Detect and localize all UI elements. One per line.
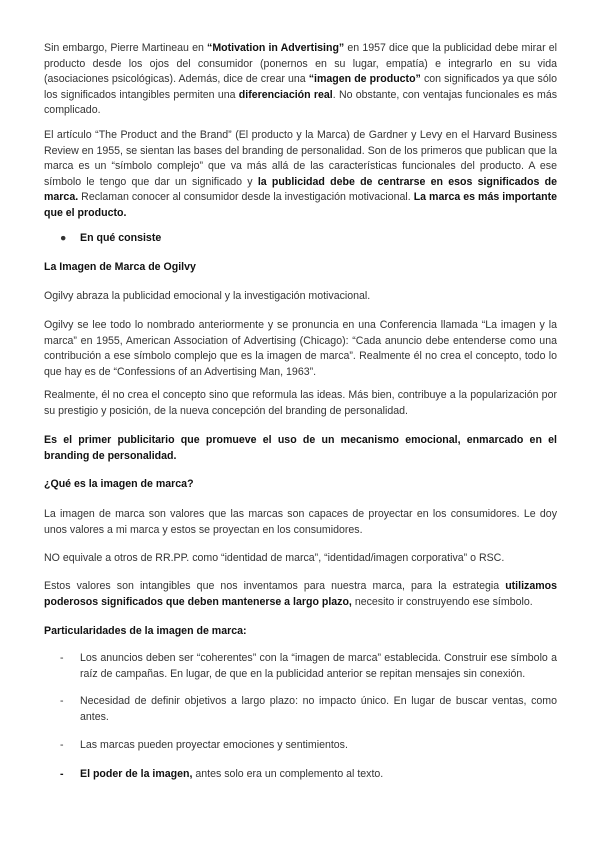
text-span: antes solo era un complemento al texto. [192, 768, 384, 780]
dash-icon: - [60, 695, 64, 707]
list-item-text: Los anuncios deben ser “coherentes” con la “imagen de marca” establecida. Construir ese símbolo a raíz de campañas. En lugar, de que en la publicidad anterior se repitan mensajes sin conexión. [80, 652, 557, 680]
text-span: El artículo “The Product and the Brand” (El producto y la Marca) de Gardner y Levy en el Harvard Business Review en 1955, se sientan las bases del branding de personalidad. Son de los primeros que publican que la marca es un “símbolo complejo” que va más allá de las características funcionales del producto. A ese símbolo le tengo que dar un significado y [44, 129, 557, 188]
text-span: Reclaman conocer al consumidor desde la investigación motivacional. [78, 191, 414, 203]
bullet-text: En qué consiste [80, 232, 162, 244]
dash-icon: - [60, 652, 64, 664]
paragraph-gardner-levy [44, 128, 557, 221]
list-item-text: Necesidad de definir objetivos a largo plazo: no impacto único. En lugar de buscar ventas, como antes. [80, 695, 557, 723]
bold-span: utilizamos poderosos significados que deben mantenerse a largo plazo, [44, 580, 557, 608]
bold-span: diferenciación real [238, 88, 333, 101]
list-item [60, 738, 557, 754]
text-span: en 1957 dice que la publicidad debe mirar el producto desde los ojos del consumidor (ponernos en su lugar, empatía) e integrarlo en su vida (asociaciones psicológicas). Además, dice de crear una [44, 42, 558, 85]
bold-span: “imagen de producto” [308, 73, 421, 85]
text-span: necesito ir construyendo ese símbolo. [351, 595, 533, 608]
paragraph-definicion-imagen: La imagen de marca son valores que las marcas son capaces de proyectar en los consumidores. Le doy unos valores a mi marca y estos se proyectan en los consumidores. [44, 508, 557, 536]
list-item [60, 651, 557, 682]
bullet-dot-icon: ● [60, 232, 67, 244]
list-item [60, 767, 557, 783]
text-span: Sin embargo, Pierre Martineau en [44, 42, 208, 54]
paragraph-ogilvy-conferencia: Ogilvy se lee todo lo nombrado anteriormente y se pronuncia en una Conferencia llamada “La imagen y la marca” en 1955, American Association of Advertising (Chicago): “Cada anuncio debe entenderse como una contribución a ese símbolo complejo que es la imagen de marca”. Realmente él no crea el concepto, todo lo que hay es de “Confessions of an Advertising Man, 1963”. [44, 319, 557, 378]
text-span: con significados ya que sólo los significados intangibles permiten una [44, 73, 557, 101]
heading-que-es-imagen: ¿Qué es la imagen de marca? [44, 478, 194, 490]
heading-particularidades: Particularidades de la imagen de marca: [44, 625, 247, 637]
heading-ogilvy: La Imagen de Marca de Ogilvy [44, 261, 196, 273]
dash-icon: - [60, 739, 64, 751]
bold-span: “Motivation in Advertising” [207, 42, 345, 54]
dash-icon: - [60, 768, 64, 780]
bold-span: la publicidad debe de centrarse en esos significados de marca. [44, 175, 557, 203]
paragraph-valores-intangibles [44, 579, 557, 610]
text-span: Estos valores son intangibles que nos inventamos para nuestra marca, para la estrategia [44, 580, 506, 592]
paragraph-ogilvy-emocional: Ogilvy abraza la publicidad emocional y la investigación motivacional. [44, 290, 371, 302]
paragraph-no-equivale: NO equivale a otros de RR.PP. como “identidad de marca”, “identidad/imagen corporativa” o RSC. [44, 552, 505, 564]
bold-span: El poder de la imagen, [80, 768, 193, 780]
list-item [60, 694, 557, 725]
paragraph-reformula: Realmente, él no crea el concepto sino que reformula las ideas. Más bien, contribuye a la popularización por su prestigio y posición, de la nueva concepción del branding de personalidad. [44, 389, 557, 417]
paragraph-primer-publicitario: Es el primer publicitario que promueve el uso de un mecanismo emocional, enmarcado en el branding de personalidad. [44, 434, 557, 462]
paragraph-martineau [44, 41, 557, 119]
text-span: . No obstante, con ventajas funcionales es más complicado. [44, 88, 558, 116]
list-item-text: Las marcas pueden proyectar emociones y sentimientos. [80, 739, 348, 751]
bold-span: La marca es más importante que el producto. [44, 191, 557, 219]
bullet-item-en-que-consiste [60, 231, 557, 247]
